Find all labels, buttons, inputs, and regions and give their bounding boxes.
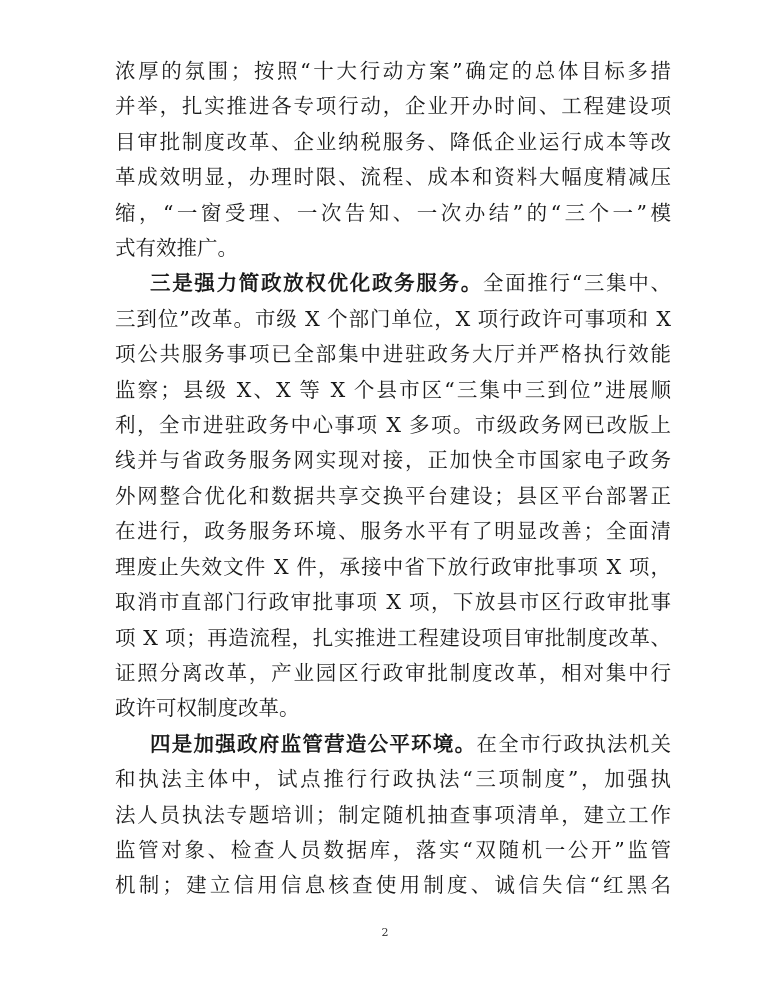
text-line-rest: 全面推行“三集中、 [482,271,672,296]
text-line: 浓厚的氛围；按照“十大行动方案”确定的总体目标多措 [115,59,671,83]
text-line: 理废止失效文件 X 件，承接中省下放行政审批事项 X 项， [115,554,671,579]
text-line [115,727,671,762]
text-line: 线并与省政务服务网实现对接，正加快全市国家电子政务 [115,448,671,473]
text-line: 法人员执法专题培训；制定随机抽查事项清单，建立工作 [115,802,671,827]
text-line: 外网整合优化和数据共享交换平台建设；县区平台部署正 [115,483,671,508]
text-line: 项 X 项；再造流程，扎实推进工程建设项目审批制度改革、 [115,625,671,650]
paragraph-lead-heading: 四是加强政府监管营造公平环境。 [150,731,477,756]
text-line: 革成效明显，办理时限、流程、成本和资料大幅度精减压 [115,165,671,190]
text-line: 利，全市进驻政务中心事项 X 多项。市级政务网已改版上 [115,413,671,438]
paragraph-simplify-administration [115,266,671,726]
text-line: 政许可权制度改革。 [115,696,300,721]
text-line: 证照分离改革，产业园区行政审批制度改革，相对集中行 [115,660,671,685]
text-line: 项公共服务事项已全部集中进驻政务大厅并严格执行效能 [115,342,671,367]
text-line: 监察；县级 X、X 等 X 个县市区“三集中三到位”进展顺 [115,377,671,402]
text-line: 并举，扎实推进各专项行动，企业开办时间、工程建设项 [115,94,671,119]
text-line: 和执法主体中，试点推行行政执法“三项制度”，加强执 [115,767,671,792]
text-line: 监管对象、检查人员数据库，落实“双随机一公开”监管 [115,837,671,862]
body-text [115,54,671,904]
text-line: 式有效推广。 [115,236,238,261]
text-line: 三到位”改革。市级 X 个部门单位，X 项行政许可事项和 X [115,306,671,331]
text-line: 机制；建立信用信息核查使用制度、诚信失信“红黑名 [115,873,671,898]
paragraph-government-supervision [115,727,671,904]
text-line: 缩，“一窗受理、一次告知、一次办结”的“三个一”模 [115,200,671,225]
paragraph-continuation [115,54,671,266]
paragraph-lead-heading: 三是强力简政放权优化政务服务。 [150,271,483,296]
text-line [115,266,671,301]
text-line: 在进行，政务服务环境、服务水平有了明显改善；全面清 [115,519,671,544]
text-line: 取消市直部门行政审批事项 X 项，下放县市区行政审批事 [115,590,671,615]
text-line: 目审批制度改革、企业纳税服务、降低企业运行成本等改 [115,129,671,154]
page-number: 2 [381,926,389,939]
text-line-rest: 在全市行政执法机关 [476,731,672,756]
